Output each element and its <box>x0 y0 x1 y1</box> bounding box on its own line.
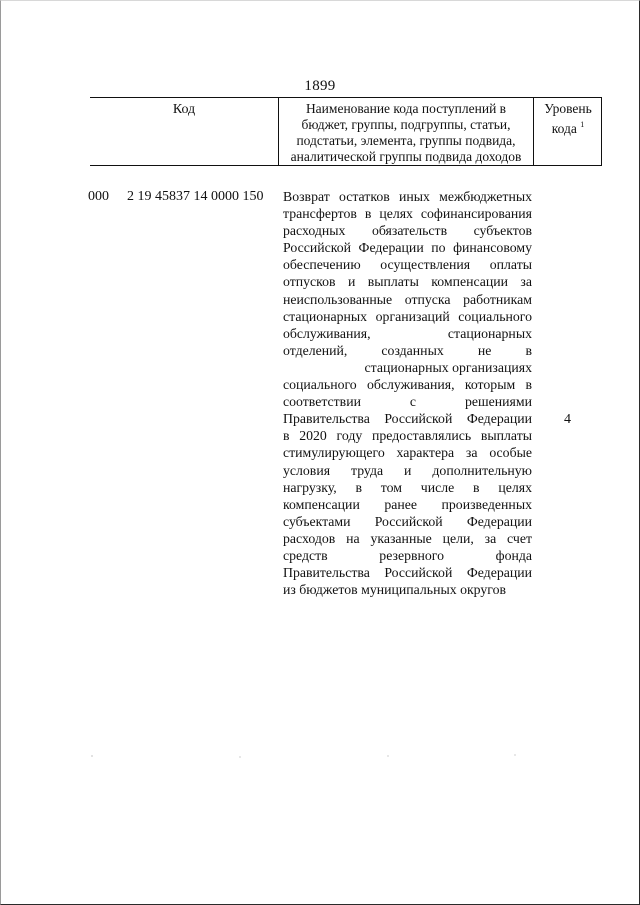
description-line: субъектами Российской Федерации <box>283 513 532 529</box>
header-name-line: аналитической группы подвида доходов <box>290 149 522 164</box>
description-line: в 2020 году предоставлялись выплаты <box>283 428 532 444</box>
description-line: обслуживания, стационарных <box>283 325 532 341</box>
header-name-line: бюджет, группы, подгруппы, статьи, <box>301 117 511 132</box>
description-line: неиспользованные отпуска работникам <box>283 291 532 307</box>
row-description <box>283 188 532 598</box>
description-line: компенсации ранее произведенных <box>283 496 532 512</box>
column-divider <box>533 98 534 165</box>
column-divider <box>601 98 602 165</box>
description-line: стационарных организациях <box>364 359 532 375</box>
table-header <box>90 97 602 166</box>
header-level-text: кода <box>551 121 577 136</box>
header-level-footnote: 1 <box>580 120 585 129</box>
description-line: трансфертов в целях софинансирования <box>283 206 532 222</box>
scan-noise <box>90 752 610 760</box>
header-level-line: Уровень <box>544 101 592 116</box>
description-line: из бюджетов муниципальных округов <box>283 582 507 598</box>
description-line: расходов на указанные цели, за счет <box>283 530 532 546</box>
row-level: 4 <box>564 412 571 427</box>
description-line: стимулирующего характера за особые <box>283 445 532 461</box>
description-line: Правительства Российской Федерации <box>283 565 532 581</box>
description-line: нагрузку, в том числе в целях <box>283 479 532 495</box>
description-line: Возврат остатков иных межбюджетных <box>283 189 532 204</box>
header-name <box>280 101 532 165</box>
header-level <box>535 101 601 137</box>
description-line: Правительства Российской Федерации <box>283 411 532 427</box>
description-line: стационарных организаций социального <box>283 308 532 324</box>
description-line: условия труда и дополнительную <box>283 462 532 478</box>
header-name-line: Наименование кода поступлений в <box>305 101 507 116</box>
description-line: расходных обязательств субъектов <box>283 223 532 239</box>
description-line: социального обслуживания, которым в <box>283 377 532 393</box>
header-code: Код <box>172 102 196 117</box>
description-line: средств резервного фонда <box>283 547 532 563</box>
description-line: отпусков и выплаты компенсации за <box>283 274 532 290</box>
description-line: отделений, созданных не в <box>283 342 532 358</box>
row-code: 2 19 45837 14 0000 150 <box>127 189 264 204</box>
description-line: соответствии с решениями <box>283 394 532 410</box>
column-divider <box>278 98 279 165</box>
description-line: обеспечению осуществления оплаты <box>283 257 532 273</box>
page-number: 1899 <box>304 78 336 94</box>
header-level-line <box>535 117 601 137</box>
row-classification: 000 <box>88 189 109 204</box>
header-name-line: подстатьи, элемента, группы подвида, <box>296 133 516 148</box>
description-line: Российской Федерации по финансовому <box>283 240 532 256</box>
